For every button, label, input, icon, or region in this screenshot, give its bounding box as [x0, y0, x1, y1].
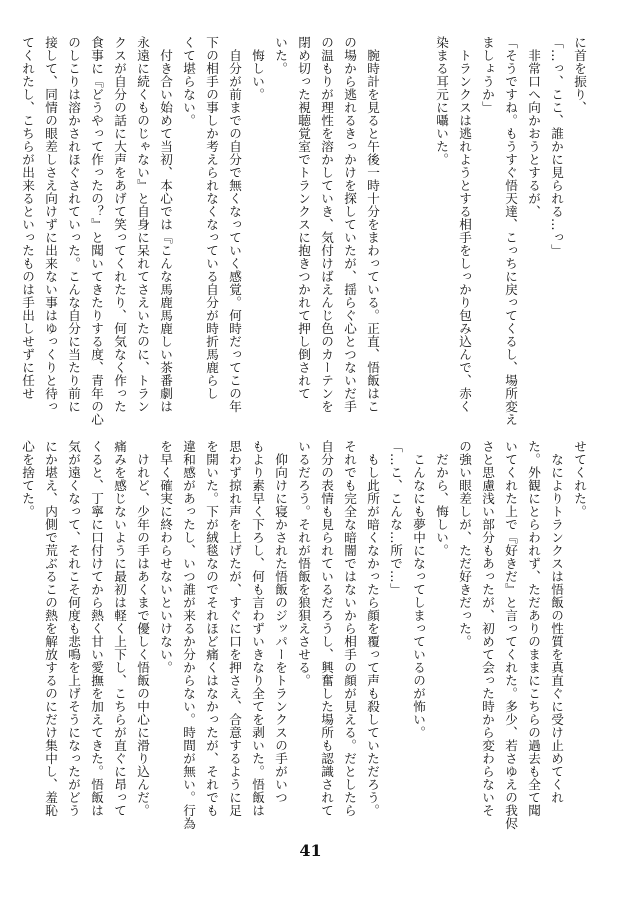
- lower-text-block: [20, 440, 591, 830]
- text-line: いた。: [273, 36, 288, 75]
- text-line: に首を振り、: [572, 36, 587, 114]
- text-line: てくれたし、こちらが出来るといったものは手出しせずに任せ: [20, 36, 35, 400]
- text-line: た。外観にとらわれず、ただありのままにこちらの過去も全て聞: [526, 440, 541, 817]
- text-line: 仰向けに寝かされた悟飯のジッパーをトランクスの手がいつ: [273, 440, 288, 804]
- text-line: 心を捨てた。: [20, 440, 35, 518]
- text-line: 染まる耳元に囁いた。: [434, 36, 449, 166]
- text-line: 腕時計を見ると午後一時十分をまわっている。正直、悟飯はこ: [365, 36, 380, 413]
- text-line: にか堪え、内側で荒ぶるこの熱を解放するのにだけ集中し、羞恥: [43, 440, 58, 817]
- text-line: いるだろう。それが悟飯を狼狽えさせる。: [296, 440, 311, 687]
- text-line: 永遠に続くものじゃない』と自身に呆れてさえいたのに、トラン: [135, 36, 150, 413]
- text-line: くると、丁寧に口付けてから熱く甘い愛撫を加えてきた。悟飯は: [89, 440, 104, 817]
- text-line: くて堪らない。: [181, 36, 196, 127]
- text-line: さと思慮浅い部分もあったが、初めて会った時から変わらないそ: [480, 440, 495, 817]
- text-line: こんなにも夢中になってしまっているのが怖い。: [411, 440, 426, 739]
- text-line: 閉め切った視聴覚室でトランクスに抱きつかれて押し倒されて: [296, 36, 311, 400]
- text-line: もより素早く下ろし、何も言わずいきなり全てを剥いた。悟飯は: [250, 440, 265, 817]
- text-line: ましょうか」: [480, 36, 495, 114]
- text-line: 「…こ、こんな…所で…」: [388, 440, 403, 596]
- text-line: 食事に『どうやって作ったの？』と聞いてきたりする度、青年の心: [89, 36, 104, 426]
- text-line: の場から逃れるきっかけを探していたが、揺らぐ心とつないだ手: [342, 36, 357, 413]
- text-line: 「…っ、ここ、誰かに見られる…っ」: [549, 36, 564, 257]
- blank-line: [384, 36, 407, 408]
- text-line: 自分が前までの自分で無くなっていく感覚。何時だってこの年: [227, 36, 242, 413]
- text-line: 接して、同情の眼差しさえ向けずに出来ない事はゆっくりと待っ: [43, 36, 58, 413]
- text-line: なによりトランクスは悟飯の性質を真直ぐに受け止めてくれ: [549, 440, 564, 804]
- blank-line: [407, 36, 430, 408]
- text-line: を早く確実に終わらせないといけない。: [158, 440, 173, 674]
- text-line: 気が遠くなって、それこそ何度も悲鳴を上げそうになったがどう: [66, 440, 81, 817]
- text-line: せてくれた。: [572, 440, 587, 518]
- text-line: いてくれた上で『好きだ』と言ってくれた。多少、若さゆえの我侭: [503, 440, 518, 830]
- upper-text-block: [20, 36, 591, 426]
- page-number: 41: [299, 841, 322, 860]
- text-line: クスが自分の話に大声をあげて笑ってくれたり、何気なく作った: [112, 36, 127, 413]
- text-line: トランクスは逃れようとする相手をしっかり包み込んで、赤く: [457, 36, 472, 413]
- text-line: だから、悔しい。: [434, 440, 449, 557]
- text-line: 下の相手の事しか考えられなくなっている自分が時折馬鹿らし: [204, 36, 219, 400]
- text-line: 付き合い始めて当初、本心では『こんな馬鹿馬鹿しい茶番劇は: [158, 36, 173, 413]
- text-line: 非常口へ向かおうとするが、: [526, 36, 541, 218]
- text-line: の温もりが理性を溶かしていき、気付けばえんじ色のカーテンを: [319, 36, 334, 413]
- text-line: 「そうですね。もうすぐ悟天達、こっちに戻ってくるし、場所変え: [503, 36, 518, 426]
- text-line: 違和感があったし、いつ誰が来るか分からない。時間が無い。行為: [181, 440, 196, 830]
- text-line: もし此所が暗くなかったら顔を覆って声も殺していただろう。: [365, 440, 380, 817]
- text-line: 自分の表情も見られているだろうし、興奮した場所も認識されて: [319, 440, 334, 817]
- text-line: の強い眼差しが、ただ好きだった。: [457, 440, 472, 648]
- text-line: 思わず掠れ声を上げたが、すぐに口を押さえ、合意するように足: [227, 440, 242, 817]
- text-line: けれど、少年の手はあくまで優しく悟飯の中心に滑り込んだ。: [135, 440, 150, 817]
- text-line: 悔しい。: [250, 36, 265, 101]
- text-line: を開いた。下が絨毯なのでそれほど痛くはなかったが、それでも: [204, 440, 219, 817]
- text-line: それでも完全な暗闇ではないから相手の顔が見える。だとしたら: [342, 440, 357, 817]
- text-line: 痛みを感じないように最初は軽く上下し、こちらが直ぐに昂って: [112, 440, 127, 817]
- text-line: のしこりは溶かされほぐされていった。こんな自分に当たり前に: [66, 36, 81, 413]
